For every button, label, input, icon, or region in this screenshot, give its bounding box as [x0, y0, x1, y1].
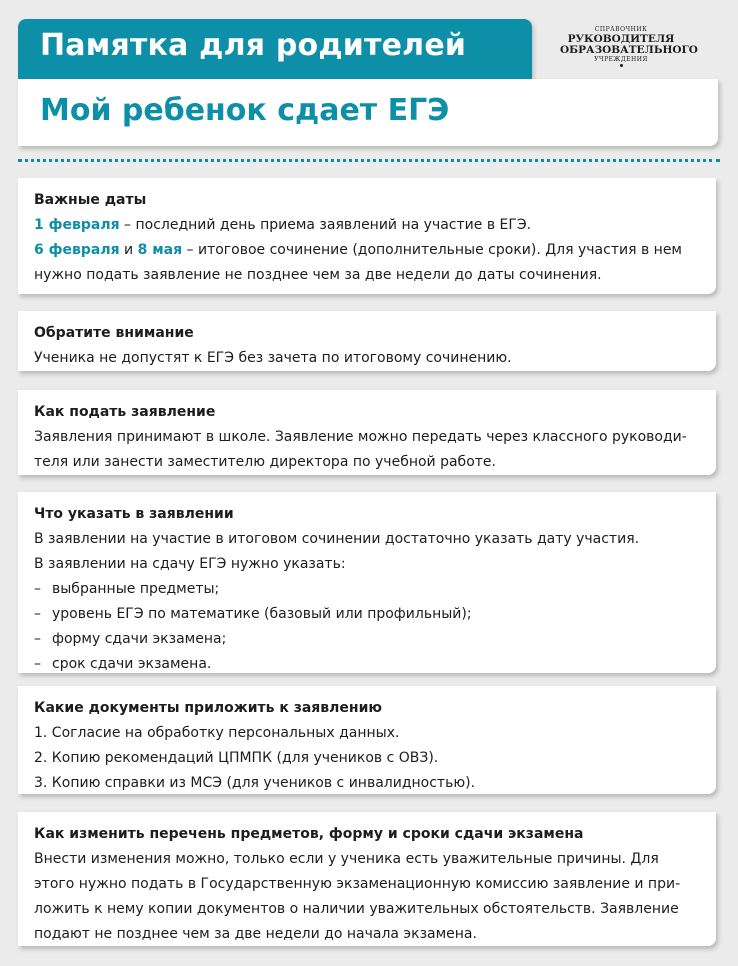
conjunction-text: и — [119, 242, 138, 258]
card-text: теля или занести заместителю директора по учебной работе. — [34, 454, 496, 470]
page-subtitle: Мой ребенок сдает ЕГЭ — [40, 93, 450, 128]
page-title: Памятка для родителей — [40, 28, 467, 63]
list-item: 2. Копию рекомендаций ЦПМПК (для учеников с ОВЗ). — [34, 750, 439, 766]
card-text: этого нужно подать в Государственную экзаменационную комиссию заявление и при- — [34, 876, 681, 892]
card-text: В заявлении на участие в итоговом сочинении достаточно указать дату участия. — [34, 531, 640, 547]
date-line-1 — [34, 213, 704, 238]
date-line-2 — [34, 238, 704, 263]
date-highlight: 6 февраля — [34, 242, 120, 258]
dash-icon: – — [34, 581, 41, 597]
logo-line-4: УЧРЕЖДЕНИЯ — [594, 56, 648, 63]
dash-icon: – — [34, 606, 41, 622]
card-attention — [18, 311, 716, 371]
card-text: ложить к нему копии документов о наличии уважительных обстоятельств. Заявление — [34, 901, 679, 917]
card-heading: Важные даты — [34, 192, 147, 208]
header-band — [18, 19, 532, 79]
dotted-divider — [18, 159, 720, 162]
list-item-text: форму сдачи экзамена; — [52, 631, 227, 647]
card-heading: Как изменить перечень предметов, форму и сроки сдачи экзамена — [34, 826, 584, 842]
list-item-text: выбранные предметы; — [52, 581, 220, 597]
date-text: – последний день приема заявлений на участие в ЕГЭ. — [119, 217, 532, 233]
list-item — [34, 602, 704, 627]
card-text: В заявлении на сдачу ЕГЭ нужно указать: — [34, 556, 346, 572]
card-heading: Как подать заявление — [34, 404, 216, 420]
list-item: 1. Согласие на обработку персональных данных. — [34, 725, 400, 741]
dash-icon: – — [34, 631, 41, 647]
date-highlight: 1 февраля — [34, 217, 120, 233]
list-item-text: срок сдачи экзамена. — [52, 656, 212, 672]
card-how-to-apply — [18, 390, 716, 475]
list-item — [34, 577, 704, 602]
date-text: – итоговое сочинение (дополнительные сроки). Для участия в нем — [182, 242, 682, 258]
card-important-dates — [18, 178, 716, 294]
publisher-logo — [560, 26, 698, 67]
subtitle-box — [18, 79, 718, 146]
card-text: Ученика не допустят к ЕГЭ без зачета по итоговому сочинению. — [34, 350, 512, 366]
date-line-3: нужно подать заявление не позднее чем за две недели до даты сочинения. — [34, 267, 602, 283]
logo-line-3: ОБРАЗОВАТЕЛЬНОГО — [560, 44, 698, 56]
card-text: Заявления принимают в школе. Заявление можно передать через классного руководи- — [34, 429, 687, 445]
logo-line-2: РУКОВОДИТЕЛЯ — [567, 33, 675, 45]
list-item-text: уровень ЕГЭ по математике (базовый или профильный); — [52, 606, 472, 622]
card-what-to-specify — [18, 492, 716, 673]
dash-icon: – — [34, 656, 41, 672]
logo-line-1: СПРАВОЧНИК — [594, 26, 648, 33]
card-text: Внести изменения можно, только если у ученика есть уважительные причины. Для — [34, 851, 659, 867]
card-heading: Какие документы приложить к заявлению — [34, 700, 382, 716]
card-change-subjects — [18, 812, 716, 946]
card-heading: Обратите внимание — [34, 325, 194, 341]
card-heading: Что указать в заявлении — [34, 506, 234, 522]
date-highlight: 8 мая — [137, 242, 183, 258]
list-item — [34, 652, 704, 677]
list-item: 3. Копию справки из МСЭ (для учеников с инвалидностью). — [34, 775, 476, 791]
logo-dot-icon — [620, 64, 623, 67]
list-item — [34, 627, 704, 652]
card-text: подают не позднее чем за две недели до начала экзамена. — [34, 926, 477, 942]
card-documents — [18, 686, 716, 794]
